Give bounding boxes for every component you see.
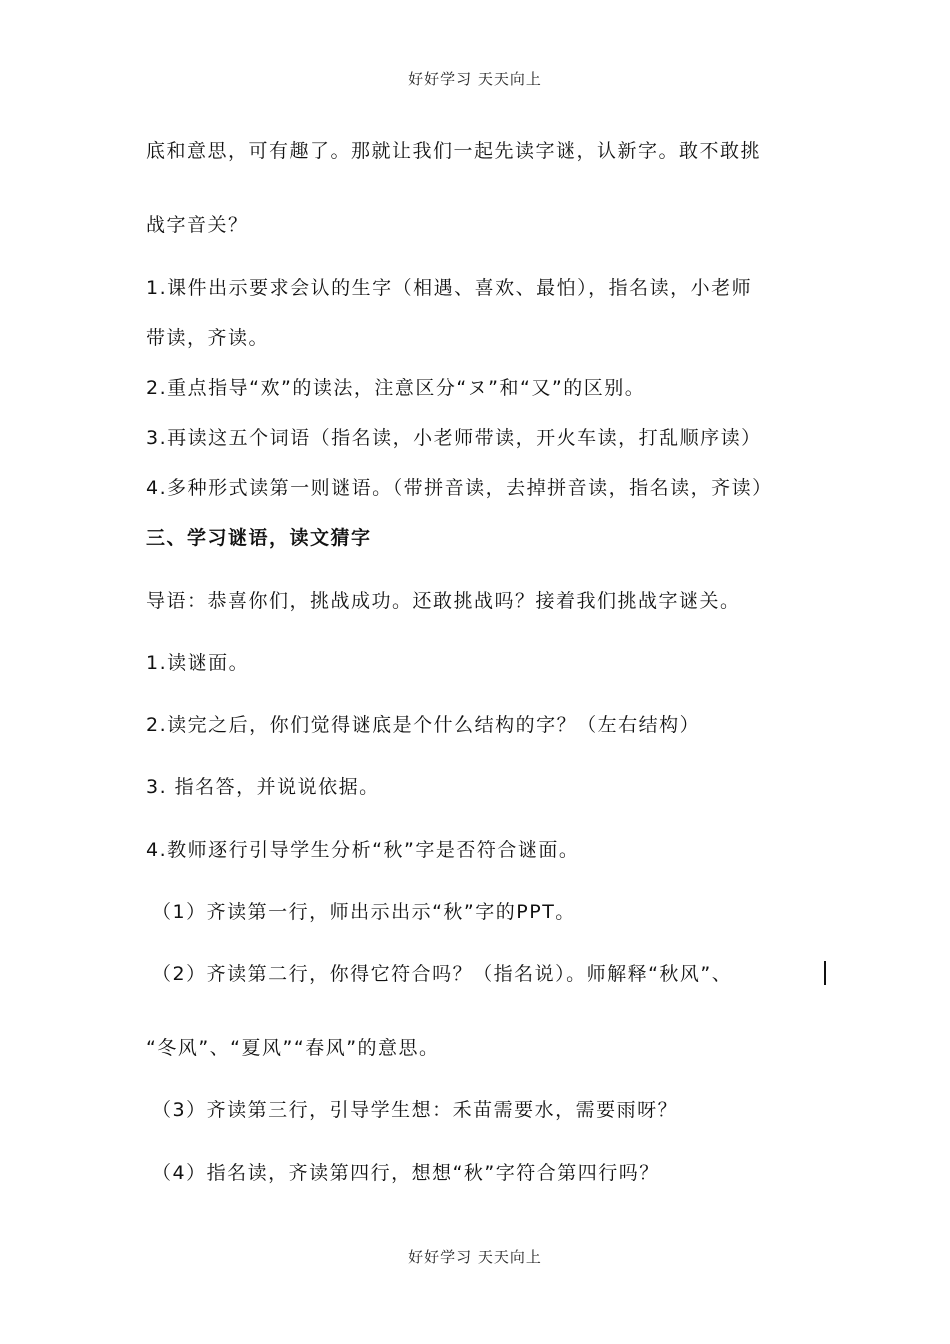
paragraph-line: 战字音关？ xyxy=(146,214,249,236)
list-item: 2.读完之后，你们觉得谜底是个什么结构的字？（左右结构） xyxy=(146,714,701,736)
sub-list-item: （3）齐读第三行，引导学生想：禾苗需要水，需要雨呀？ xyxy=(152,1099,679,1121)
sub-list-item: （1）齐读第一行，师出示出示“秋”字的PPT。 xyxy=(152,901,576,923)
paragraph-line: 导语：恭喜你们，挑战成功。还敢挑战吗？接着我们挑战字谜关。 xyxy=(146,590,741,612)
paragraph-line: 带读，齐读。 xyxy=(146,327,270,349)
list-item: 4.多种形式读第一则谜语。（带拼音读，去掉拼音读，指名读，齐读） xyxy=(146,477,773,499)
list-item: 1.课件出示要求会认的生字（相遇、喜欢、最怕），指名读，小老师 xyxy=(146,277,753,299)
sub-list-item: （4）指名读，齐读第四行，想想“秋”字符合第四行吗？ xyxy=(152,1162,660,1184)
paragraph-line: 底和意思，可有趣了。那就让我们一起先读字谜，认新字。敢不敢挑 xyxy=(146,140,762,162)
list-item: 3.再读这五个词语（指名读，小老师带读，开火车读，打乱顺序读） xyxy=(146,427,762,449)
list-item: 4.教师逐行引导学生分析“秋”字是否符合谜面。 xyxy=(146,839,580,861)
sub-list-item: （2）齐读第二行，你得它符合吗？（指名说）。师解释“秋风”、 xyxy=(152,963,733,985)
page-header: 好好学习 天天向上 xyxy=(408,70,542,88)
paragraph-line: “冬风”、“夏风”“春风”的意思。 xyxy=(146,1037,440,1059)
text-cursor xyxy=(824,961,826,985)
list-item: 2.重点指导“欢”的读法，注意区分“ヌ”和“又”的区别。 xyxy=(146,377,646,399)
list-item: 3. 指名答，并说说依据。 xyxy=(146,776,380,798)
list-item: 1.读谜面。 xyxy=(146,652,250,674)
page-footer: 好好学习 天天向上 xyxy=(408,1248,542,1266)
section-heading: 三、学习谜语，读文猜字 xyxy=(146,527,372,549)
